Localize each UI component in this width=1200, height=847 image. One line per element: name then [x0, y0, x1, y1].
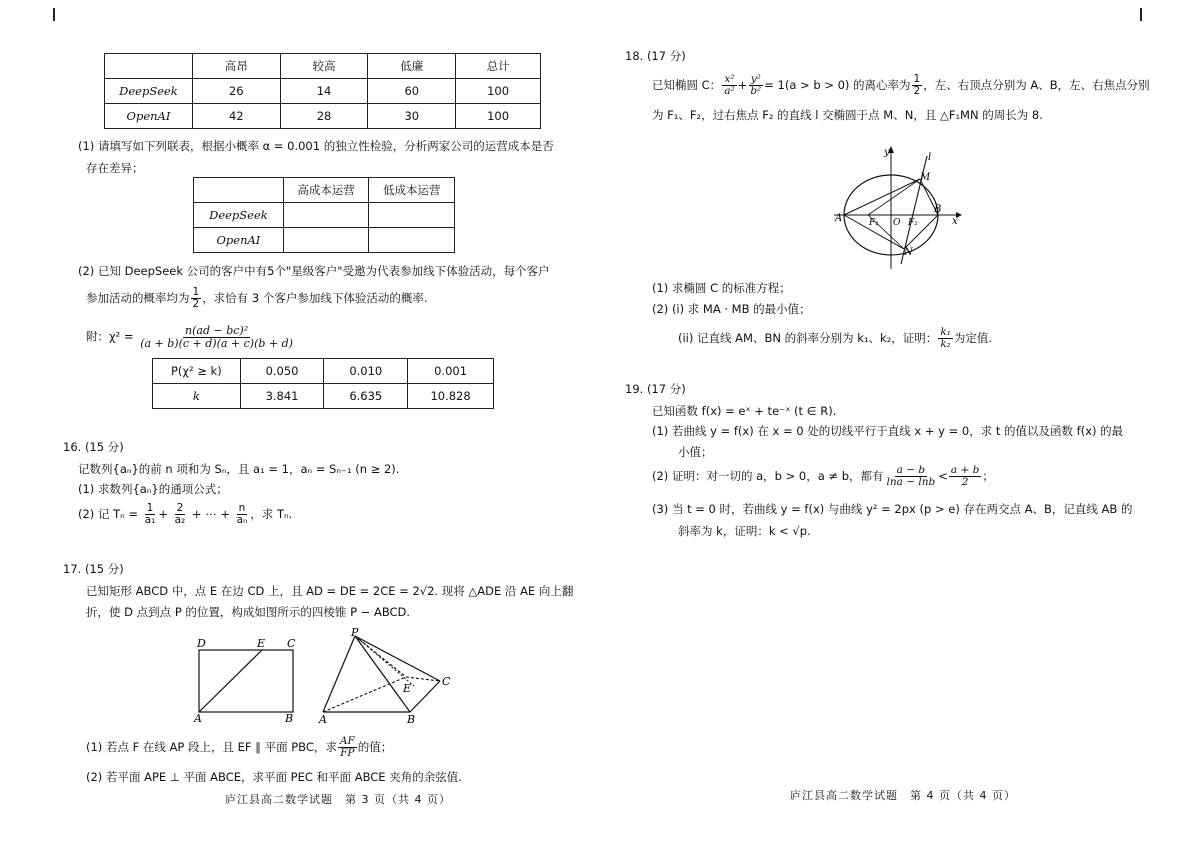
fraction: $\frac{\text{x²}}{\text{a²}}$ [724, 73, 735, 98]
label-a: A [835, 213, 843, 224]
q17-line2: 折，使 D 点到点 P 的位置，构成如图所示的四棱锥 P − ABCD. [86, 605, 411, 619]
label-p: P [351, 626, 359, 639]
label-e: E [403, 682, 412, 695]
table-cell: 60 [368, 79, 456, 104]
q17-line1: 已知矩形 ABCD 中，点 E 在边 CD 上，且 AD = DE = 2CE = 2√2. 现将 △ADE 沿 AE 向上翻 [86, 584, 574, 598]
chi-square-formula: 附：χ² = $\frac{\text{n(ad − bc)²}}{(a + b)(c + d)(a + c)(b + d)}$ [86, 324, 293, 350]
table-header-cell: 低廉 [368, 54, 456, 79]
table-cell: 6.635 [324, 384, 408, 409]
label-l: l [928, 152, 932, 163]
q16-heading: 16. (15 分) [63, 440, 124, 454]
q19-line1: 已知函数 f(x) = eˣ + te⁻ˣ (t ∈ R). [652, 404, 837, 418]
q18-line1: 已知椭圆 C： $\frac{\text{x²}}{\text{a²}}$ + $\frac{\text{y²}}{\text{b²}}$ = 1(a > b > 0) 的离心率为 $\frac{1}{2}$ ，左、右顶点分别为 A、B，左、右焦点分别 [652, 73, 1150, 98]
label-b: B [407, 713, 416, 726]
table-cell: 10.828 [408, 384, 494, 409]
pyramid-figure [318, 626, 458, 726]
table-row [194, 203, 455, 228]
table-cell: 100 [456, 104, 541, 129]
table-row [194, 228, 455, 253]
table-cell [369, 203, 455, 228]
fraction: $\frac{n}{\text{aₙ}}$ [236, 502, 248, 527]
table-row-head: P(χ² ≥ k) [153, 359, 241, 384]
corner-mark-right [1140, 8, 1142, 21]
table-cell: 100 [456, 79, 541, 104]
table-header-cell: 低成本运营 [369, 178, 455, 203]
table-cell: 42 [192, 104, 280, 129]
q16-line3: (2) 记 Tₙ = $\frac{1}{\text{a₁}}$ + $\frac{2}{\text{a₂}}$ + ⋯ + $\frac{n}{\text{aₙ}}$ ，求 Tₙ. [78, 502, 293, 527]
table-cell: 3.841 [240, 384, 324, 409]
label-a: A [319, 713, 327, 726]
ellipse-figure [832, 142, 962, 270]
table-cell [283, 228, 369, 253]
q18-part2i: (2) (i) 求 MA · MB 的最小值； [652, 302, 811, 316]
fraction: $\frac{\text{n(ad − bc)²}}{(a + b)(c + d)(a + c)(b + d)}$ [140, 324, 293, 350]
table-cell: 30 [368, 104, 456, 129]
fraction: $\frac{a + b}{2}$ [950, 464, 980, 489]
q18-part1: (1) 求椭圆 C 的标准方程； [652, 281, 791, 295]
table-header-cell: 高成本运营 [283, 178, 369, 203]
q15-part1-line2: 存在差异； [86, 161, 144, 175]
fraction: $\frac{1}{2}$ [192, 286, 200, 311]
q18-heading: 18. (17 分) [625, 49, 686, 63]
table-cell [283, 203, 369, 228]
table-header-cell: 高昂 [192, 54, 280, 79]
rectangle-figure [190, 634, 302, 724]
q19-part1-line1: (1) 若曲线 y = f(x) 在 x = 0 处的切线平行于直线 x + y = 0，求 t 的值以及函数 f(x) 的最 [652, 424, 1124, 438]
fraction: $\frac{1}{\text{a₁}}$ [144, 502, 156, 527]
table-header-row [105, 54, 541, 79]
corner-mark-left [53, 8, 55, 21]
table-row-head: OpenAI [105, 104, 193, 129]
q15-part2-line2: 参加活动的概率均为 $\frac{1}{2}$ ，求恰有 3 个客户参加线下体验活动的概率. [86, 286, 428, 311]
label-o: O [893, 218, 901, 228]
label-a: A [194, 712, 202, 724]
fraction: $\frac{AF}{FP}$ [339, 735, 355, 760]
contingency-table [193, 177, 455, 253]
table-header-cell: 总计 [456, 54, 541, 79]
table-row [105, 104, 541, 129]
table-header-cell [105, 54, 193, 79]
label-f1: F₁ [869, 218, 879, 228]
table-cell: 0.010 [324, 359, 408, 384]
table-cell [369, 228, 455, 253]
label-m: M [920, 172, 931, 183]
label-e: E [257, 637, 266, 650]
fraction: $\frac{1}{2}$ [913, 73, 921, 98]
table-cell: 28 [280, 104, 368, 129]
fraction: $\frac{a - b}{\ln a - \ln b}$ [886, 464, 936, 489]
table-cell: 26 [192, 79, 280, 104]
table-header-cell [194, 178, 284, 203]
table-header-row [194, 178, 455, 203]
footer-left: 庐江县高二数学试题 第 3 页（共 4 页） [225, 793, 451, 806]
table-row-head: DeepSeek [105, 79, 193, 104]
label-b: B [285, 712, 294, 724]
table-row [153, 384, 494, 409]
q17-heading: 17. (15 分) [63, 562, 124, 576]
table-row-head: DeepSeek [194, 203, 284, 228]
q19-part3-line1: (3) 当 t = 0 时，若曲线 y = f(x) 与曲线 y² = 2px (p > e) 存在两交点 A、B，记直线 AB 的 [652, 502, 1133, 516]
table-header-cell: 较高 [280, 54, 368, 79]
fraction: $\frac{2}{\text{a₂}}$ [174, 502, 186, 527]
table-cell: 14 [280, 79, 368, 104]
label-x: x [952, 216, 958, 227]
table-row-head: k [153, 384, 241, 409]
table-row-head: OpenAI [194, 228, 284, 253]
label-d: D [197, 637, 206, 650]
q18-part2ii: (ii) 记直线 AM、BN 的斜率分别为 k₁、k₂，证明： $\frac{\text{k₁}}{\text{k₂}}$ 为定值. [678, 326, 993, 351]
q17-part1: (1) 若点 F 在线 AP 段上，且 EF ∥ 平面 PBC，求 $\frac{AF}{FP}$ 的值； [86, 735, 393, 760]
q15-part2-line1: (2) 已知 DeepSeek 公司的客户中有5个"星级客户"受邀为代表参加线下体验活动，每个客户 [78, 264, 550, 278]
q19-part1-line2: 小值； [678, 445, 713, 459]
fraction: $\frac{\text{y²}}{\text{b²}}$ [750, 73, 762, 98]
fraction: $\frac{\text{k₁}}{\text{k₂}}$ [940, 326, 951, 351]
cost-table [104, 53, 541, 129]
critical-value-table [152, 358, 494, 409]
table-row [105, 79, 541, 104]
table-row [153, 359, 494, 384]
q19-heading: 19. (17 分) [625, 382, 686, 396]
label-c: C [442, 675, 451, 688]
q16-line1: 记数列{aₙ}的前 n 项和为 Sₙ，且 a₁ = 1，aₙ = Sₙ₋₁ (n ≥ 2). [78, 462, 400, 476]
label-n: N [904, 247, 913, 258]
q17-part2: (2) 若平面 APE ⊥ 平面 ABCE，求平面 PEC 和平面 ABCE 夹角的余弦值. [86, 770, 462, 784]
footer-right: 庐江县高二数学试题 第 4 页（共 4 页） [790, 789, 1016, 802]
label-f2: F₂ [908, 218, 918, 228]
table-cell: 0.050 [240, 359, 324, 384]
segment-ae [199, 650, 262, 712]
q15-part1-line1: (1) 请填写如下列联表，根据小概率 α = 0.001 的独立性检验，分析两家公司的运营成本是否 [78, 139, 554, 153]
label-b: B [934, 204, 942, 215]
rectangle-abcd [199, 650, 293, 712]
label-y: y [884, 147, 890, 158]
q19-part2: (2) 证明：对一切的 a，b > 0，a ≠ b，都有 $\frac{a - b}{\ln a - \ln b}$ < $\frac{a + b}{2}$ ； [652, 464, 994, 489]
q16-line2: (1) 求数列{aₙ}的通项公式； [78, 482, 228, 496]
label-c: C [287, 637, 296, 650]
q18-line2: 为 F₁、F₂，过右焦点 F₂ 的直线 l 交椭圆于点 M、N，且 △F₁MN 的周长为 8. [652, 108, 1043, 122]
q19-part3-line2: 斜率为 k，证明：k < √p. [678, 524, 811, 538]
table-cell: 0.001 [408, 359, 494, 384]
